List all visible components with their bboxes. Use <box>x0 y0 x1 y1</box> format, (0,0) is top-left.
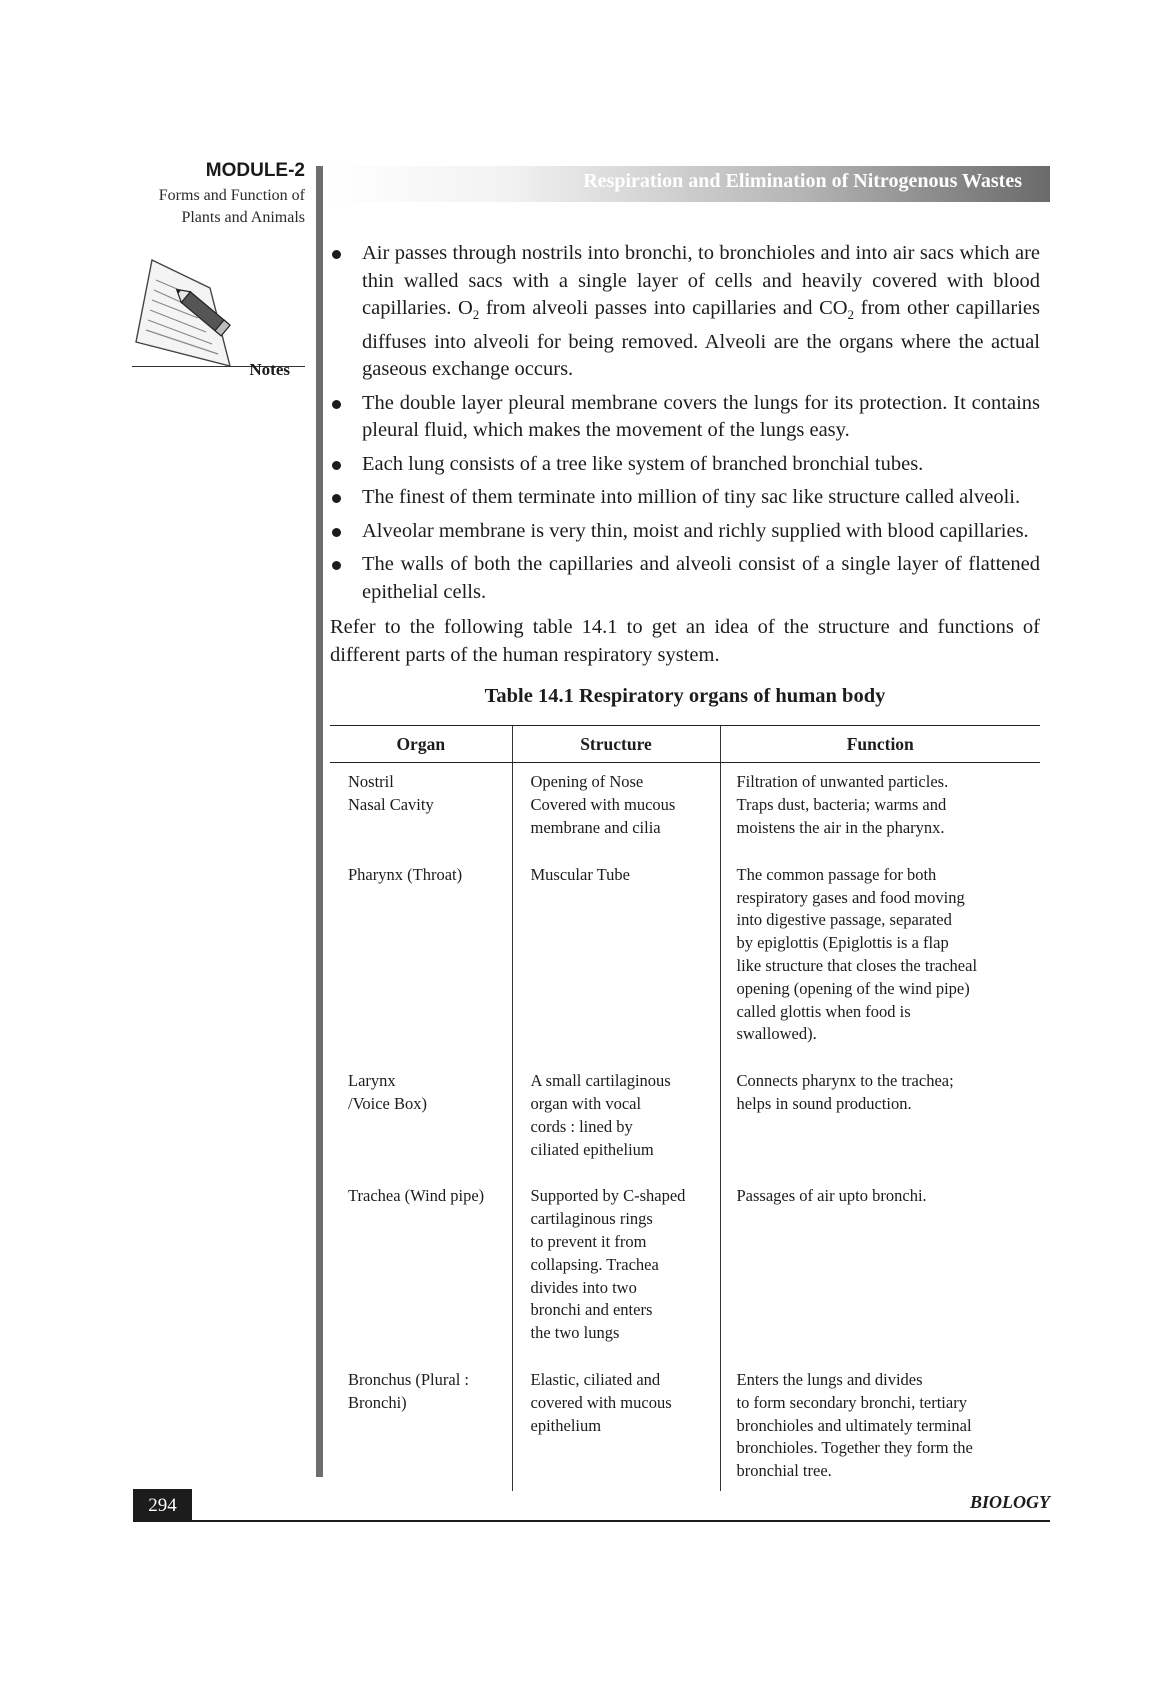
table-cell-function <box>720 763 1040 856</box>
column-header-structure: Structure <box>512 725 720 763</box>
table-row <box>330 856 1040 1062</box>
bullet-icon <box>332 528 341 537</box>
table-cell-organ <box>330 1361 512 1491</box>
cell-text-line: Nasal Cavity <box>348 795 434 815</box>
cell-text-line: opening (opening of the wind pipe) <box>736 978 970 998</box>
bullet-icon <box>332 494 341 503</box>
list-item: Alveolar membrane is very thin, moist and richly supplied with blood capillaries. <box>330 518 1040 546</box>
table-cell-organ <box>330 1062 512 1177</box>
cell-text-line: epithelium <box>530 1415 602 1435</box>
cell-text-line: Opening of Nose <box>530 772 644 792</box>
bullet-icon <box>332 461 341 470</box>
respiratory-organs-table <box>330 725 1040 1491</box>
cell-text-line: /Voice Box) <box>348 1093 427 1113</box>
table-cell-function <box>720 1062 1040 1177</box>
cell-text-line: the two lungs <box>530 1323 620 1343</box>
cell-text-line: Pharynx (Throat) <box>348 864 463 884</box>
module-subtitle-line-2: Plants and Animals <box>181 209 305 226</box>
table-cell-function <box>720 1177 1040 1361</box>
cell-text-line: moistens the air in the pharynx. <box>736 817 945 837</box>
cell-text-line: to prevent it from <box>530 1231 647 1251</box>
table-cell-structure <box>512 1062 720 1177</box>
table-cell-organ <box>330 856 512 1062</box>
cell-text-line: Bronchus (Plural : <box>348 1369 469 1389</box>
cell-text-line: called glottis when food is <box>736 1001 911 1021</box>
cell-text-line: ciliated epithelium <box>530 1139 654 1159</box>
table-header-row <box>330 725 1040 763</box>
cell-text-line: cords : lined by <box>530 1116 633 1136</box>
table-row <box>330 763 1040 856</box>
footer-subject: BIOLOGY <box>970 1492 1050 1512</box>
chapter-header <box>326 166 1050 202</box>
cell-text-line: Filtration of unwanted particles. <box>736 772 949 792</box>
list-item: Each lung consists of a tree like system of branched bronchial tubes. <box>330 451 1040 479</box>
column-header-organ: Organ <box>330 725 512 763</box>
cell-text-line: collapsing. Trachea <box>530 1254 659 1274</box>
cell-text-line: Enters the lungs and divides <box>736 1369 923 1389</box>
cell-text-line: covered with mucous <box>530 1392 672 1412</box>
cell-text-line: A small cartilaginous <box>530 1071 671 1091</box>
cell-text-line: The common passage for both <box>736 864 937 884</box>
cell-text-line: Passages of air upto bronchi. <box>736 1186 927 1206</box>
notes-label: Notes <box>249 360 290 379</box>
cell-text-line: into digestive passage, separated <box>736 910 952 930</box>
cell-text-line: swallowed). <box>736 1024 817 1044</box>
cell-text-line: respiratory gases and food moving <box>736 887 965 907</box>
cell-text-line: cartilaginous rings <box>530 1209 653 1229</box>
table-body <box>330 763 1040 1491</box>
list-item: The double layer pleural membrane covers the lungs for its protection. It contains pleural fluid, which makes the movement of the lungs easy. <box>330 390 1040 445</box>
cell-text-line: Muscular Tube <box>530 864 630 884</box>
margin-bar <box>316 166 323 1477</box>
cell-text-line: Elastic, ciliated and <box>530 1369 661 1389</box>
table-cell-function <box>720 856 1040 1062</box>
chapter-title: Respiration and Elimination of Nitrogenous Wastes <box>583 170 1022 192</box>
table-cell-structure <box>512 1361 720 1491</box>
intro-paragraph: Refer to the following table 14.1 to get an idea of the structure and functions of different parts of the human respiratory system. <box>330 616 1040 666</box>
cell-text-line: bronchi and enters <box>530 1300 653 1320</box>
bullet-icon <box>332 250 341 259</box>
footer-divider <box>133 1520 1050 1522</box>
table-row <box>330 1177 1040 1361</box>
cell-text-line: bronchioles. Together they form the <box>736 1438 973 1458</box>
list-item: The finest of them terminate into million of tiny sac like structure called alveoli. <box>330 484 1040 512</box>
cell-text-line: Bronchi) <box>348 1392 407 1412</box>
cell-text-line: like structure that closes the tracheal <box>736 955 978 975</box>
cell-text-line: divides into two <box>530 1277 637 1297</box>
cell-text-line: membrane and cilia <box>530 817 661 837</box>
bullet-icon <box>332 400 341 409</box>
table-row <box>330 1062 1040 1177</box>
cell-text-line: Traps dust, bacteria; warms and <box>736 795 947 815</box>
cell-text-line: Connects pharynx to the trachea; <box>736 1071 954 1091</box>
cell-text-line: helps in sound production. <box>736 1093 912 1113</box>
table-row <box>330 1361 1040 1491</box>
cell-text-line: by epiglottis (Epiglottis is a flap <box>736 933 949 953</box>
list-item: The walls of both the capillaries and alveoli consist of a single layer of flattened epithelial cells. <box>330 551 1040 606</box>
bullet-list <box>330 240 1040 606</box>
module-subtitle <box>130 185 305 229</box>
cell-text-line: bronchioles and ultimately terminal <box>736 1415 972 1435</box>
cell-text-line: bronchial tree. <box>736 1461 832 1481</box>
notebook-pencil-icon <box>132 250 242 370</box>
table-cell-structure <box>512 1177 720 1361</box>
cell-text-line: Supported by C-shaped <box>530 1186 686 1206</box>
cell-text-line: Larynx <box>348 1071 396 1091</box>
table-cell-organ <box>330 1177 512 1361</box>
table-cell-structure <box>512 856 720 1062</box>
column-header-function: Function <box>720 725 1040 763</box>
bullet-icon <box>332 561 341 570</box>
module-subtitle-line-1: Forms and Function of <box>158 187 305 204</box>
table-cell-organ <box>330 763 512 856</box>
main-content <box>330 240 1040 1491</box>
table-cell-structure <box>512 763 720 856</box>
page-number: 294 <box>133 1489 192 1522</box>
cell-text-line: Trachea (Wind pipe) <box>348 1186 485 1206</box>
cell-text-line: Nostril <box>348 772 394 792</box>
sidebar <box>130 160 305 379</box>
module-title: MODULE-2 <box>205 160 305 181</box>
list-item: Air passes through nostrils into bronchi, to bronchioles and into air sacs which are thin walled sacs with a single layer of cells and heavily covered with blood capillaries. $O_2$ from alveoli passes into capillaries and $CO_2$ from other capillaries diffuses into alveoli for being removed. Alveoli are the organs where the actual gaseous exchange occurs. <box>330 240 1040 384</box>
cell-text-line: organ with vocal <box>530 1093 642 1113</box>
cell-text-line: to form secondary bronchi, tertiary <box>736 1392 967 1412</box>
cell-text-line: Covered with mucous <box>530 795 676 815</box>
table-cell-function <box>720 1361 1040 1491</box>
table-caption: Table 14.1 Respiratory organs of human body <box>484 685 886 708</box>
